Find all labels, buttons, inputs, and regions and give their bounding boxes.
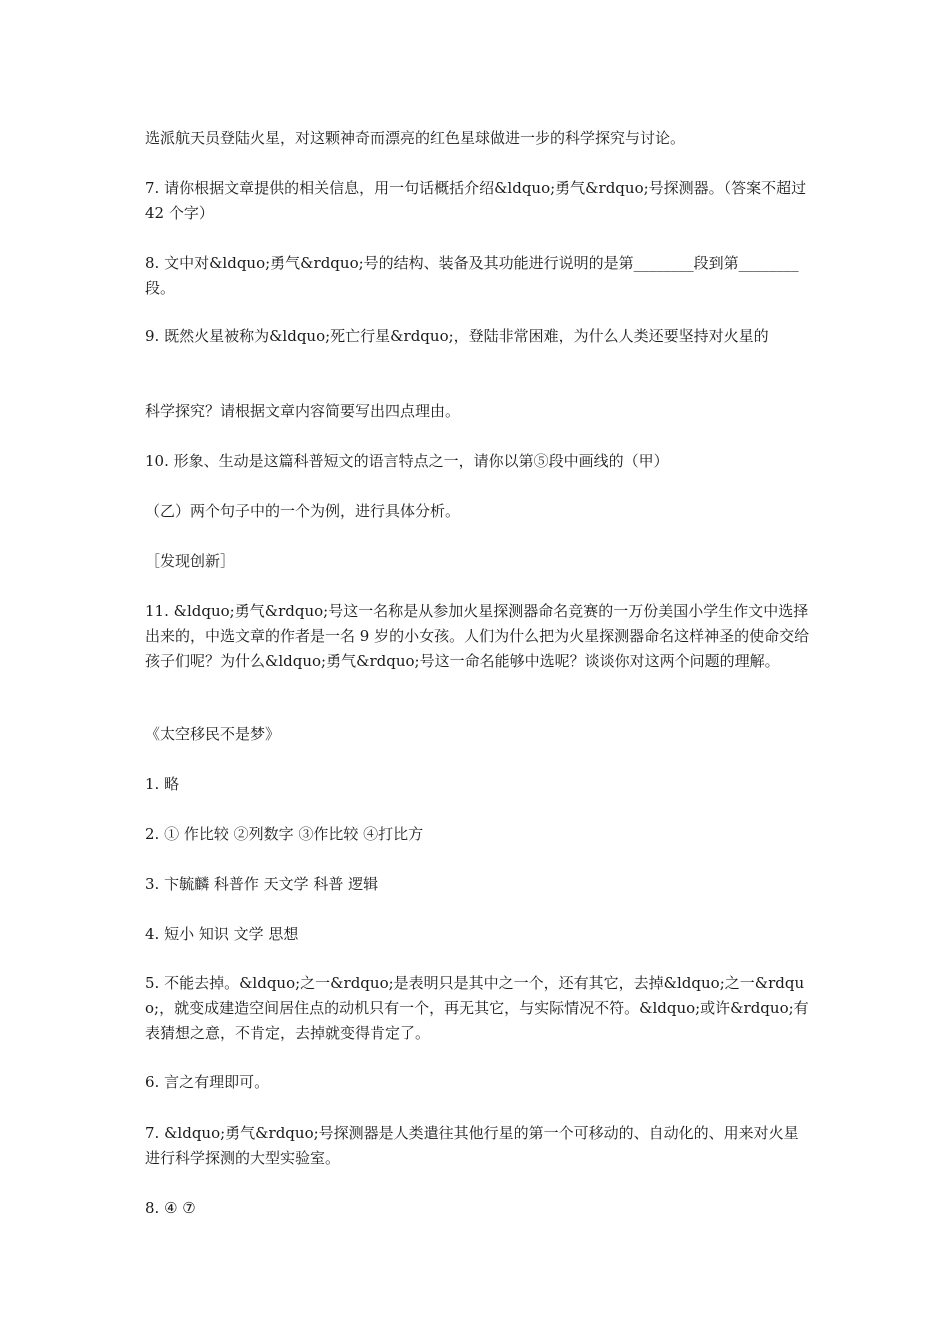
answer-2: 2. ① 作比较 ②列数字 ③作比较 ④打比方 [145, 825, 424, 843]
question-8: 8. 文中对&ldquo;勇气&rdquo;号的结构、装备及其功能进行说明的是第________段到第________段。 [145, 254, 799, 297]
question-10-part-2: （乙）两个句子中的一个为例，进行具体分析。 [145, 502, 461, 520]
question-9-part-2: 科学探究？请根据文章内容简要写出四点理由。 [145, 402, 461, 420]
section-heading-discovery: ［发现创新］ [145, 552, 236, 570]
answer-4: 4. 短小 知识 文学 思想 [145, 925, 299, 943]
question-9-part-1: 9. 既然火星被称为&ldquo;死亡行星&rdquo;，登陆非常困难，为什么人类还要坚持对火星的 [145, 327, 769, 345]
answer-7: 7. &ldquo;勇气&rdquo;号探测器是人类遣往其他行星的第一个可移动的、自动化的、用来对火星进行科学探测的大型实验室。 [145, 1124, 799, 1167]
answer-5: 5. 不能去掉。&ldquo;之一&rdquo;是表明只是其中之一个，还有其它，去掉&ldquo;之一&rdquo;，就变成建造空间居住点的动机只有一个，再无其它，与实际情况不符。&ldquo;或许&rdquo;有表猜想之意，不肯定，去掉就变得肯定了。 [145, 974, 809, 1042]
answer-8: 8. ④ ⑦ [145, 1199, 196, 1217]
question-10-part-1: 10. 形象、生动是这篇科普短文的语言特点之一，请你以第⑤段中画线的（甲） [145, 452, 669, 470]
answer-3: 3. 卞毓麟 科普作 天文学 科普 逻辑 [145, 875, 379, 893]
question-11: 11. &ldquo;勇气&rdquo;号这一名称是从参加火星探测器命名竞赛的一万份美国小学生作文中选择出来的，中选文章的作者是一名 9 岁的小女孩。人们为什么把为火星探测器命名这样神圣的使命交给孩子们呢？为什么&ldquo;勇气&rdquo;号这一命名能够中选呢？谈谈你对这两个问题的理解。 [145, 602, 810, 670]
answer-6: 6. 言之有理即可。 [145, 1073, 270, 1091]
answer-1: 1. 略 [145, 775, 180, 793]
answer-section-title: 《太空移民不是梦》 [145, 725, 281, 743]
paragraph-intro-continuation: 选派航天员登陆火星，对这颗神奇而漂亮的红色星球做进一步的科学探究与讨论。 [145, 129, 686, 147]
question-7: 7. 请你根据文章提供的相关信息，用一句话概括介绍&ldquo;勇气&rdquo;号探测器。（答案不超过 42 个字） [145, 179, 811, 222]
